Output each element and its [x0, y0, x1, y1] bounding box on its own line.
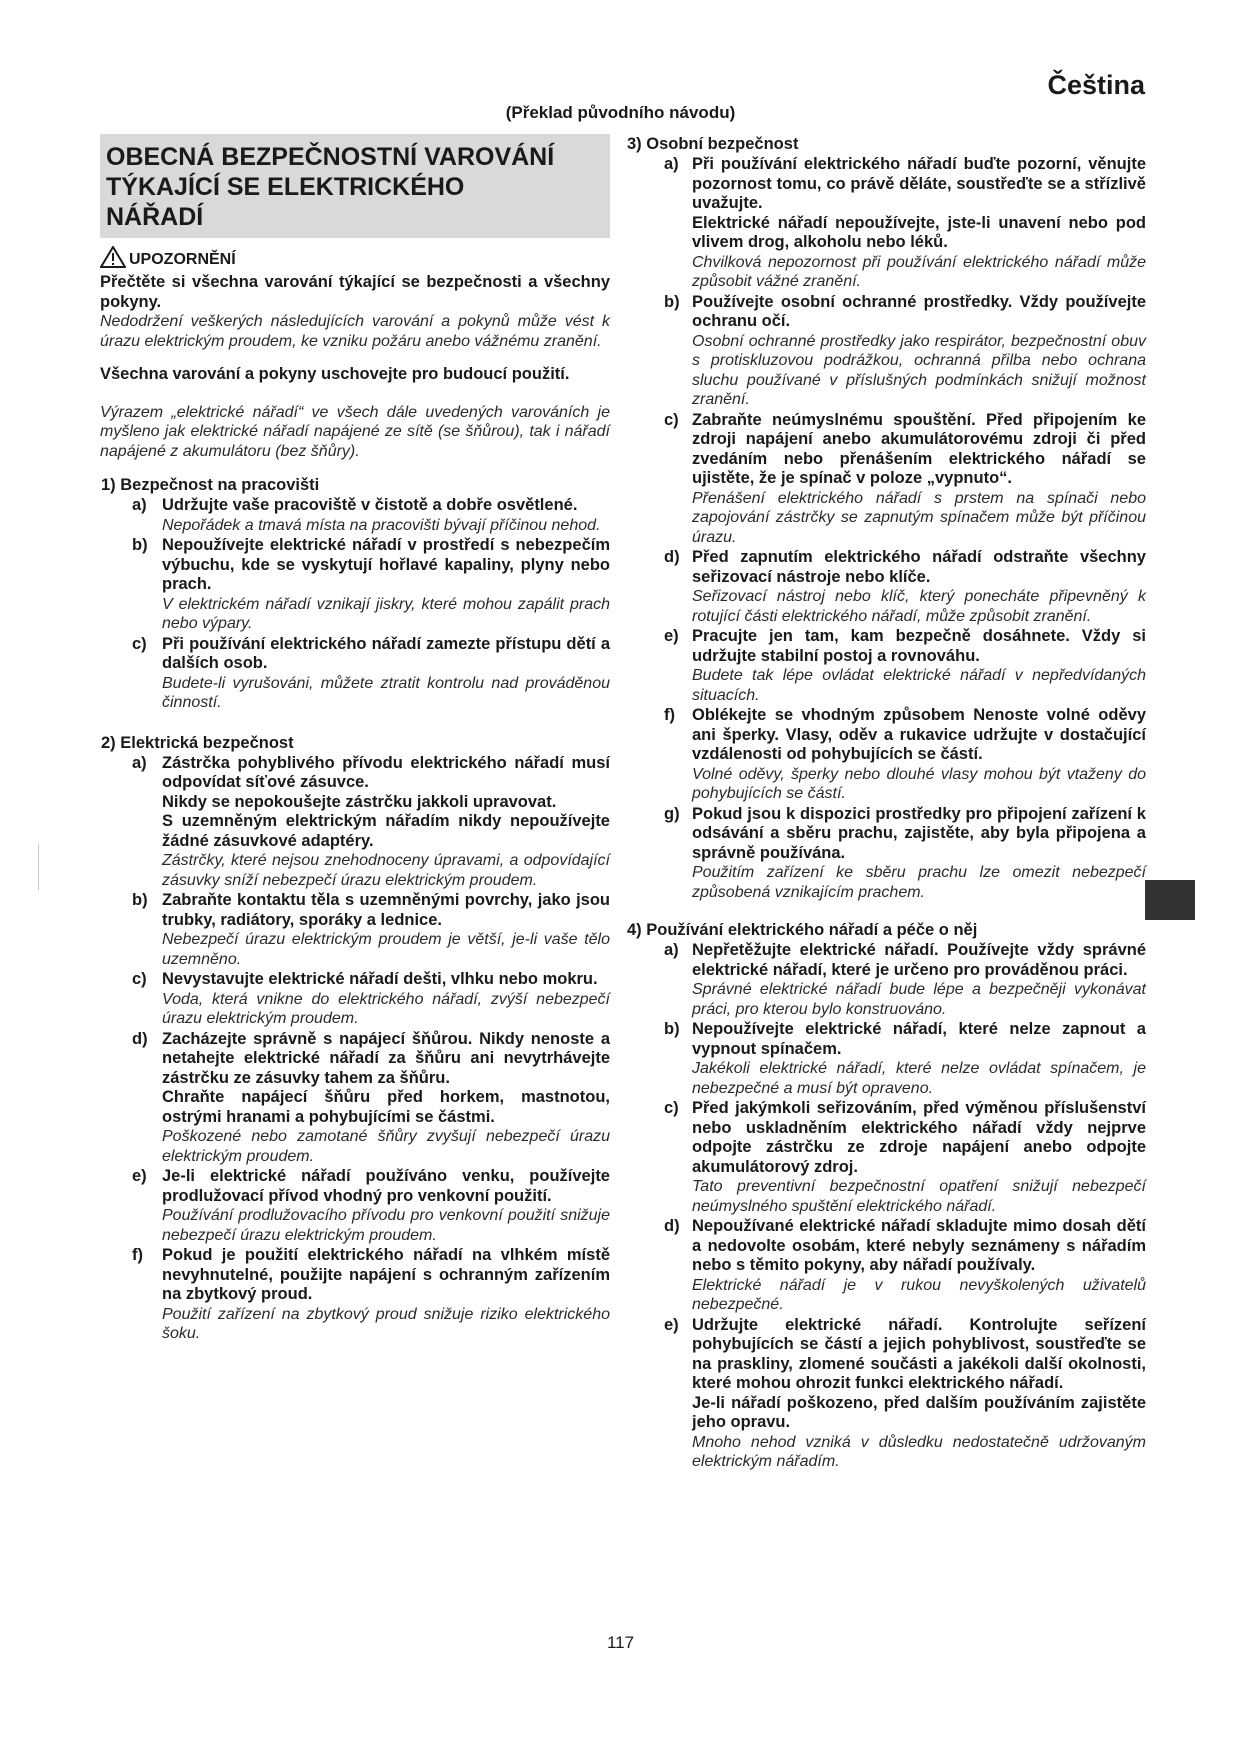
list-item	[626, 1020, 1146, 1098]
power-tool-definition: Výrazem „elektrické nářadí“ ve všech dále uvedených varováních je myšleno jak elektrické nářadí napájené ze sítě (se šňůrou), tak i nářadí napájené z akumulátoru (bez šňůry).	[100, 403, 610, 460]
item-label: b)	[664, 1020, 680, 1038]
item-bold: Zacházejte správně s napájecí šňůrou. Nikdy nenoste a netahejte elektrické nářadí za šňůru ani nevytrhávejte zástrčku ze zásuvky tahem za šňůru.	[162, 1029, 610, 1087]
item-italic: Elektrické nářadí je v rukou nevyškolených uživatelů nebezpečné.	[692, 1276, 1146, 1313]
margin-mark	[38, 844, 39, 890]
item-italic: Jakékoli elektrické nářadí, které nelze ovládat spínačem, je nebezpečné a musí být opraveno.	[692, 1060, 1146, 1097]
item-label: c)	[132, 970, 147, 988]
item-italic: Osobní ochranné prostředky jako respirátor, bezpečnostní obuv s protiskluzovou podrážkou, ochranná přilba nebo ochrana sluchu používané v příslušných podmínkách snižují možnost zranění.	[692, 332, 1146, 408]
item-italic: Mnoho nehod vzniká v důsledku nedostatečně udržovaným elektrickým nářadím.	[692, 1433, 1146, 1470]
section-4-title: 4) Používání elektrického nářadí a péče o něj	[627, 921, 978, 939]
item-bold: Používejte osobní ochranné prostředky. Vždy používejte ochranu očí.	[692, 292, 1146, 330]
list-item	[626, 706, 1146, 804]
item-bold: Zabraňte neúmyslnému spouštění. Před připojením ke zdroji napájení anebo akumulátorovému zdroji či před zvedáním nebo přenášením elektrického nářadí se ujistěte, že je spínač v poloze „vypnuto“.	[692, 410, 1146, 487]
item-label: d)	[664, 1217, 680, 1235]
language-tab-marker	[1145, 880, 1195, 920]
title-line-1: OBECNÁ BEZPEČNOSTNÍ VAROVÁNÍ	[106, 143, 555, 171]
item-bold: Nepřetěžujte elektrické nářadí. Používejte vždy správné elektrické nářadí, které je určeno pro prováděnou práci.	[692, 941, 1146, 979]
section-3-title: 3) Osobní bezpečnost	[627, 135, 799, 153]
item-italic: Správné elektrické nářadí bude lépe a bezpečněji vykonávat práci, pro kterou bylo konstruováno.	[692, 981, 1146, 1018]
list-item	[626, 1099, 1146, 1216]
item-label: e)	[132, 1167, 147, 1185]
item-bold: Nepoužívejte elektrické nářadí v prostředí s nebezpečím výbuchu, kde se vyskytují hořlavé kapaliny, plyny nebo prach.	[162, 536, 610, 593]
item-label: c)	[132, 634, 147, 653]
list-item	[626, 805, 1146, 903]
item-bold: Je-li elektrické nářadí používáno venku, používejte prodlužovací přívod vhodný pro venkovní použití.	[162, 1167, 610, 1205]
list-item	[626, 411, 1146, 548]
item-bold: Je-li nářadí poškozeno, před dalším používáním zajistěte jeho opravu.	[692, 1393, 1146, 1431]
language-label: Čeština	[1047, 70, 1145, 100]
item-bold: Při používání elektrického nářadí buďte pozorní, věnujte pozornost tomu, co právě děláte, soustřeďte se a střízlivě uvažujte.	[692, 155, 1146, 212]
item-italic: Seřizovací nástroj nebo klíč, který ponecháte připevněný k rotující části elektrického nářadí, může způsobit zranění.	[692, 588, 1146, 625]
item-bold: Udržujte vaše pracoviště v čistotě a dobře osvětlené.	[162, 496, 578, 514]
list-item	[100, 1246, 610, 1344]
item-italic: Tato preventivní bezpečnostní opatření snižují nebezpečí neúmyslného spuštění elektrického nářadí.	[692, 1178, 1146, 1215]
list-item	[100, 635, 610, 713]
item-bold: Chraňte napájecí šňůru před horkem, mastnotou, ostrými hranami a pohybujícími se částmi.	[162, 1088, 610, 1126]
item-label: b)	[132, 891, 148, 909]
item-bold: Nepoužívejte elektrické nářadí, které nelze zapnout a vypnout spínačem.	[692, 1020, 1146, 1058]
item-italic: Budete-li vyrušováni, můžete ztratit kontrolu nad prováděnou činností.	[162, 674, 610, 711]
warning-keep: Všechna varování a pokyny uschovejte pro budoucí použití.	[100, 365, 570, 383]
list-item	[100, 536, 610, 634]
item-italic: Poškozené nebo zamotané šňůry zvyšují nebezpečí úrazu elektrickým proudem.	[162, 1128, 610, 1165]
list-item	[626, 293, 1146, 410]
item-bold: Nepoužívané elektrické nářadí skladujte mimo dosah dětí a nedovolte osobám, které nebyly seznámeny s nářadím nebo s těmito pokyny, aby nářadí používaly.	[692, 1217, 1146, 1274]
warning-heading	[100, 246, 610, 273]
list-item	[100, 1167, 610, 1245]
left-column	[100, 134, 610, 1344]
item-italic: Budete tak lépe ovládat elektrické nářadí v nepředvídaných situacích.	[692, 667, 1146, 704]
item-bold: Oblékejte se vhodným způsobem Nenoste volné oděvy ani šperky. Vlasy, oděv a rukavice udržujte v dostačující vzdálenosti od pohybujících se částí.	[692, 706, 1146, 763]
item-label: f)	[132, 1246, 143, 1264]
list-item	[100, 754, 610, 891]
translation-subtitle: (Překlad původního návodu)	[505, 103, 736, 122]
item-label: f)	[664, 706, 675, 724]
item-label: e)	[664, 627, 679, 645]
list-item	[626, 1217, 1146, 1315]
list-item	[626, 548, 1146, 626]
list-item	[100, 891, 610, 969]
item-label: g)	[664, 804, 680, 823]
item-label: c)	[664, 410, 679, 429]
item-bold: S uzemněným elektrickým nářadím nikdy nepoužívejte žádné zásuvkové adaptéry.	[162, 812, 610, 850]
item-italic: V elektrickém nářadí vznikají jiskry, které mohou zapálit prach nebo výpary.	[162, 595, 610, 632]
item-italic: Nepořádek a tmavá místa na pracovišti bývají příčinou nehod.	[162, 516, 601, 534]
list-item	[626, 1316, 1146, 1472]
list-item	[100, 1030, 610, 1167]
list-item	[626, 155, 1146, 292]
item-italic: Použitím zařízení ke sběru prachu lze omezit nebezpečí způsobená vznikajícím prachem.	[692, 864, 1146, 901]
list-item	[626, 941, 1146, 1019]
item-label: a)	[132, 753, 147, 772]
item-bold: Zástrčka pohyblivého přívodu elektrického nářadí musí odpovídat síťové zásuvce.	[162, 753, 610, 791]
list-item	[100, 970, 610, 1029]
item-label: a)	[132, 496, 147, 514]
warning-read-all: Přečtěte si všechna varování týkající se bezpečnosti a všechny pokyny.	[100, 273, 610, 311]
warning-consequence: Nedodržení veškerých následujících varování a pokynů může vést k úrazu elektrickým proudem, ke vzniku požáru anebo vážnému zranění.	[100, 313, 610, 350]
warning-triangle-icon	[100, 246, 129, 273]
warning-label: UPOZORNĚNÍ	[129, 250, 236, 268]
item-bold: Pracujte jen tam, kam bezpečně dosáhnete. Vždy si udržujte stabilní postoj a rovnováhu.	[692, 627, 1146, 665]
page-number: 117	[606, 1633, 635, 1652]
section-2-title: 2) Elektrická bezpečnost	[101, 733, 294, 752]
item-label: b)	[132, 536, 148, 554]
item-bold: Před jakýmkoli seřizováním, před výměnou příslušenství nebo uskladněním elektrického nářadí vždy nejprve odpojte zástrčku ze zdroje napájení anebo odpojte akumulátorový zdroj.	[692, 1099, 1146, 1176]
item-label: a)	[664, 155, 679, 173]
item-italic: Volné oděvy, šperky nebo dlouhé vlasy mohou být vtaženy do pohybujících se částí.	[692, 765, 1146, 802]
item-label: d)	[132, 1029, 148, 1048]
item-bold: Při používání elektrického nářadí zamezte přístupu dětí a dalších osob.	[162, 634, 610, 672]
item-italic: Chvilková nepozornost při používání elektrického nářadí může způsobit vážné zranění.	[692, 253, 1146, 290]
item-italic: Přenášení elektrického nářadí s prstem na spínači nebo zapojování zástrčky se zapnutým spínačem může být příčinou úrazu.	[692, 489, 1146, 546]
item-bold: Před zapnutím elektrického nářadí odstraňte všechny seřizovací nástroje nebo klíče.	[692, 548, 1146, 586]
item-italic: Voda, která vnikne do elektrického nářadí, zvýší nebezpečí úrazu elektrickým proudem.	[162, 990, 610, 1027]
item-italic: Použití zařízení na zbytkový proud snižuje riziko elektrického šoku.	[162, 1305, 610, 1342]
item-bold: Elektrické nářadí nepoužívejte, jste-li unavení nebo pod vlivem drog, alkoholu nebo léků.	[692, 213, 1146, 251]
right-column	[626, 134, 1146, 1472]
item-bold: Nevystavujte elektrické nářadí dešti, vlhku nebo mokru.	[162, 970, 598, 988]
title-line-3: NÁŘADÍ	[106, 203, 204, 231]
item-label: d)	[664, 548, 680, 566]
list-item	[100, 496, 610, 535]
item-bold: Udržujte elektrické nářadí. Kontrolujte seřízení pohybujících se částí a jejich pohyblivost, soustřeďte se na praskliny, zlomené součásti a jakékoli další okolnosti, které mohou ohrozit funkci elektrického nářadí.	[692, 1315, 1146, 1392]
item-italic: Používání prodlužovacího přívodu pro venkovní použití snižuje nebezpečí úrazu elektrickým proudem.	[162, 1207, 610, 1244]
item-bold: Nikdy se nepokoušejte zástrčku jakkoli upravovat.	[162, 792, 557, 811]
item-bold: Pokud je použití elektrického nářadí na vlhkém místě nevyhnutelné, použijte napájení s ochranným zařízením na zbytkový proud.	[162, 1246, 610, 1303]
item-label: c)	[664, 1099, 679, 1117]
item-italic: Zástrčky, které nejsou znehodnoceny úpravami, a odpovídající zásuvky sníží nebezpečí úrazu elektrickým proudem.	[162, 852, 610, 889]
item-bold: Pokud jsou k dispozici prostředky pro připojení zařízení k odsávání a sběru prachu, zajistěte, aby byla připojena a správně používána.	[692, 804, 1146, 862]
item-label: e)	[664, 1315, 679, 1334]
section-1-title: 1) Bezpečnost na pracovišti	[101, 476, 320, 494]
item-italic: Nebezpečí úrazu elektrickým proudem je větší, je-li vaše tělo uzemněno.	[162, 931, 610, 968]
list-item	[626, 627, 1146, 705]
item-label: b)	[664, 292, 680, 311]
item-label: a)	[664, 941, 679, 959]
title-line-2: TÝKAJÍCÍ SE ELEKTRICKÉHO	[106, 173, 465, 201]
section-title-box	[100, 134, 610, 238]
item-bold: Zabraňte kontaktu těla s uzemněnými povrchy, jako jsou trubky, radiátory, sporáky a lednice.	[162, 891, 610, 929]
